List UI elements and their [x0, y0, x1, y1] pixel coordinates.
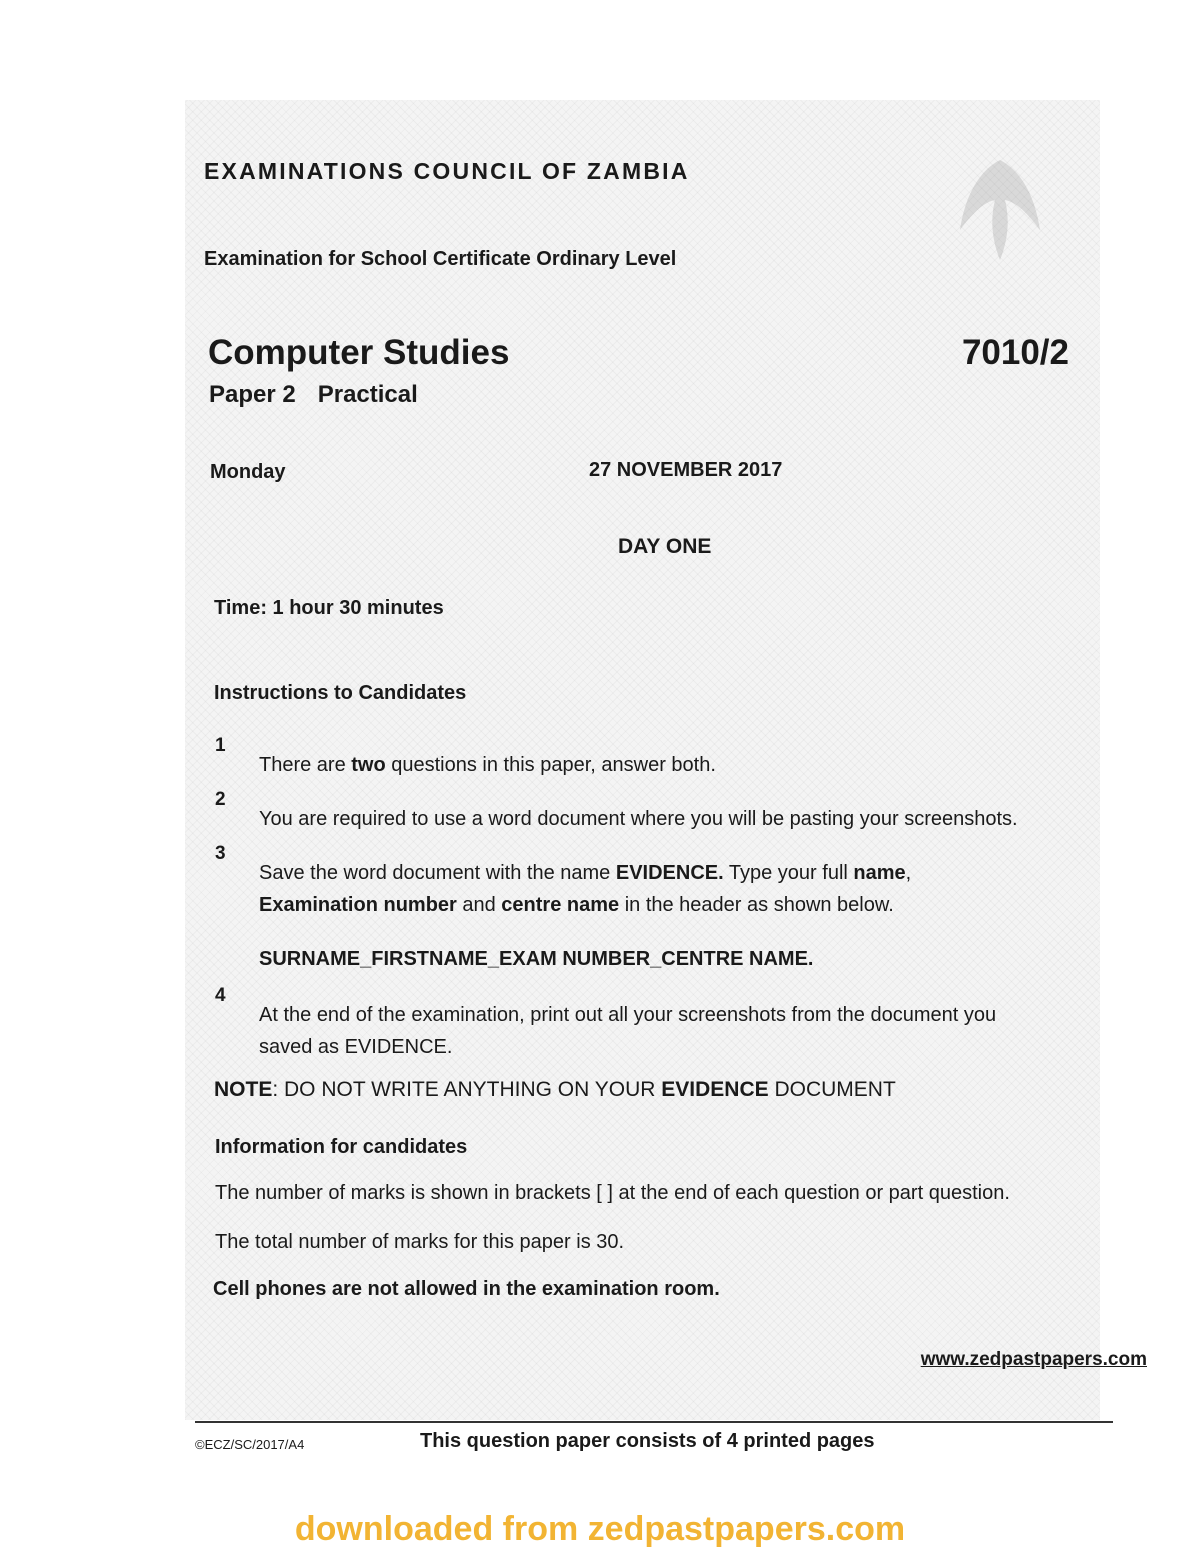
instruction-number: 2 [215, 789, 226, 810]
instruction-text: Type your full [723, 862, 854, 884]
instruction-number: 4 [215, 985, 226, 1006]
footer-divider [195, 1421, 1113, 1423]
paper-line [209, 381, 418, 409]
paper-type: Practical [317, 381, 418, 408]
instruction-text: saved as EVIDENCE. [259, 1036, 453, 1058]
exam-session: DAY ONE [618, 535, 712, 558]
subject-title: Computer Studies [208, 333, 510, 372]
note-text: : DO NOT WRITE ANYTHING ON YOUR [272, 1078, 662, 1101]
paper-number: Paper 2 [209, 381, 296, 408]
instruction-text: and [456, 894, 502, 916]
instruction-bold: name [853, 862, 906, 884]
exam-level: Examination for School Certificate Ordinary Level [204, 248, 677, 270]
info-heading: Information for candidates [215, 1136, 468, 1158]
instruction-text: , [905, 862, 912, 884]
instruction-number: 3 [215, 843, 226, 864]
paper-code: 7010/2 [961, 333, 1069, 372]
instruction-bold: two [351, 754, 386, 776]
instruction-text: Save the word document with the name [259, 862, 616, 884]
download-banner: downloaded from zedpastpapers.com [294, 1510, 906, 1548]
instruction-3 [259, 857, 1019, 921]
exam-weekday: Monday [210, 461, 286, 483]
instruction-number: 1 [215, 735, 226, 756]
note-text: DOCUMENT [768, 1078, 896, 1101]
instruction-bold: EVIDENCE. [615, 862, 724, 884]
header-format: SURNAME_FIRSTNAME_EXAM NUMBER_CENTRE NAME. [259, 948, 814, 970]
exam-duration: Time: 1 hour 30 minutes [214, 597, 444, 619]
page-count: This question paper consists of 4 printed pages [420, 1430, 875, 1452]
info-marks: The number of marks is shown in brackets [ ] at the end of each question or part question. [215, 1182, 1010, 1204]
instruction-text: in the header as shown below. [619, 894, 894, 916]
instructions-heading: Instructions to Candidates [214, 682, 467, 704]
eagle-watermark-icon [940, 140, 1060, 270]
instruction-bold: Examination number [259, 894, 457, 916]
note-bold: EVIDENCE [661, 1078, 769, 1101]
note [214, 1078, 896, 1102]
instruction-text: At the end of the examination, print out all your screenshots from the document you [259, 1004, 997, 1026]
website-link[interactable]: www.zedpastpapers.com [920, 1349, 1147, 1370]
instruction-1 [259, 749, 1109, 781]
cellphone-notice: Cell phones are not allowed in the examination room. [213, 1278, 720, 1300]
note-label: NOTE [214, 1078, 273, 1101]
instruction-4 [259, 999, 1109, 1063]
instruction-2: You are required to use a word document where you will be pasting your screenshots. [259, 808, 1018, 830]
info-total: The total number of marks for this paper is 30. [215, 1231, 625, 1253]
council-name: EXAMINATIONS COUNCIL OF ZAMBIA [204, 158, 690, 184]
copyright: ©ECZ/SC/2017/A4 [195, 1437, 305, 1452]
instruction-bold: centre name [501, 894, 620, 916]
instruction-text: questions in this paper, answer both. [385, 754, 716, 776]
exam-date: 27 NOVEMBER 2017 [589, 459, 783, 481]
instruction-text: There are [259, 754, 352, 776]
